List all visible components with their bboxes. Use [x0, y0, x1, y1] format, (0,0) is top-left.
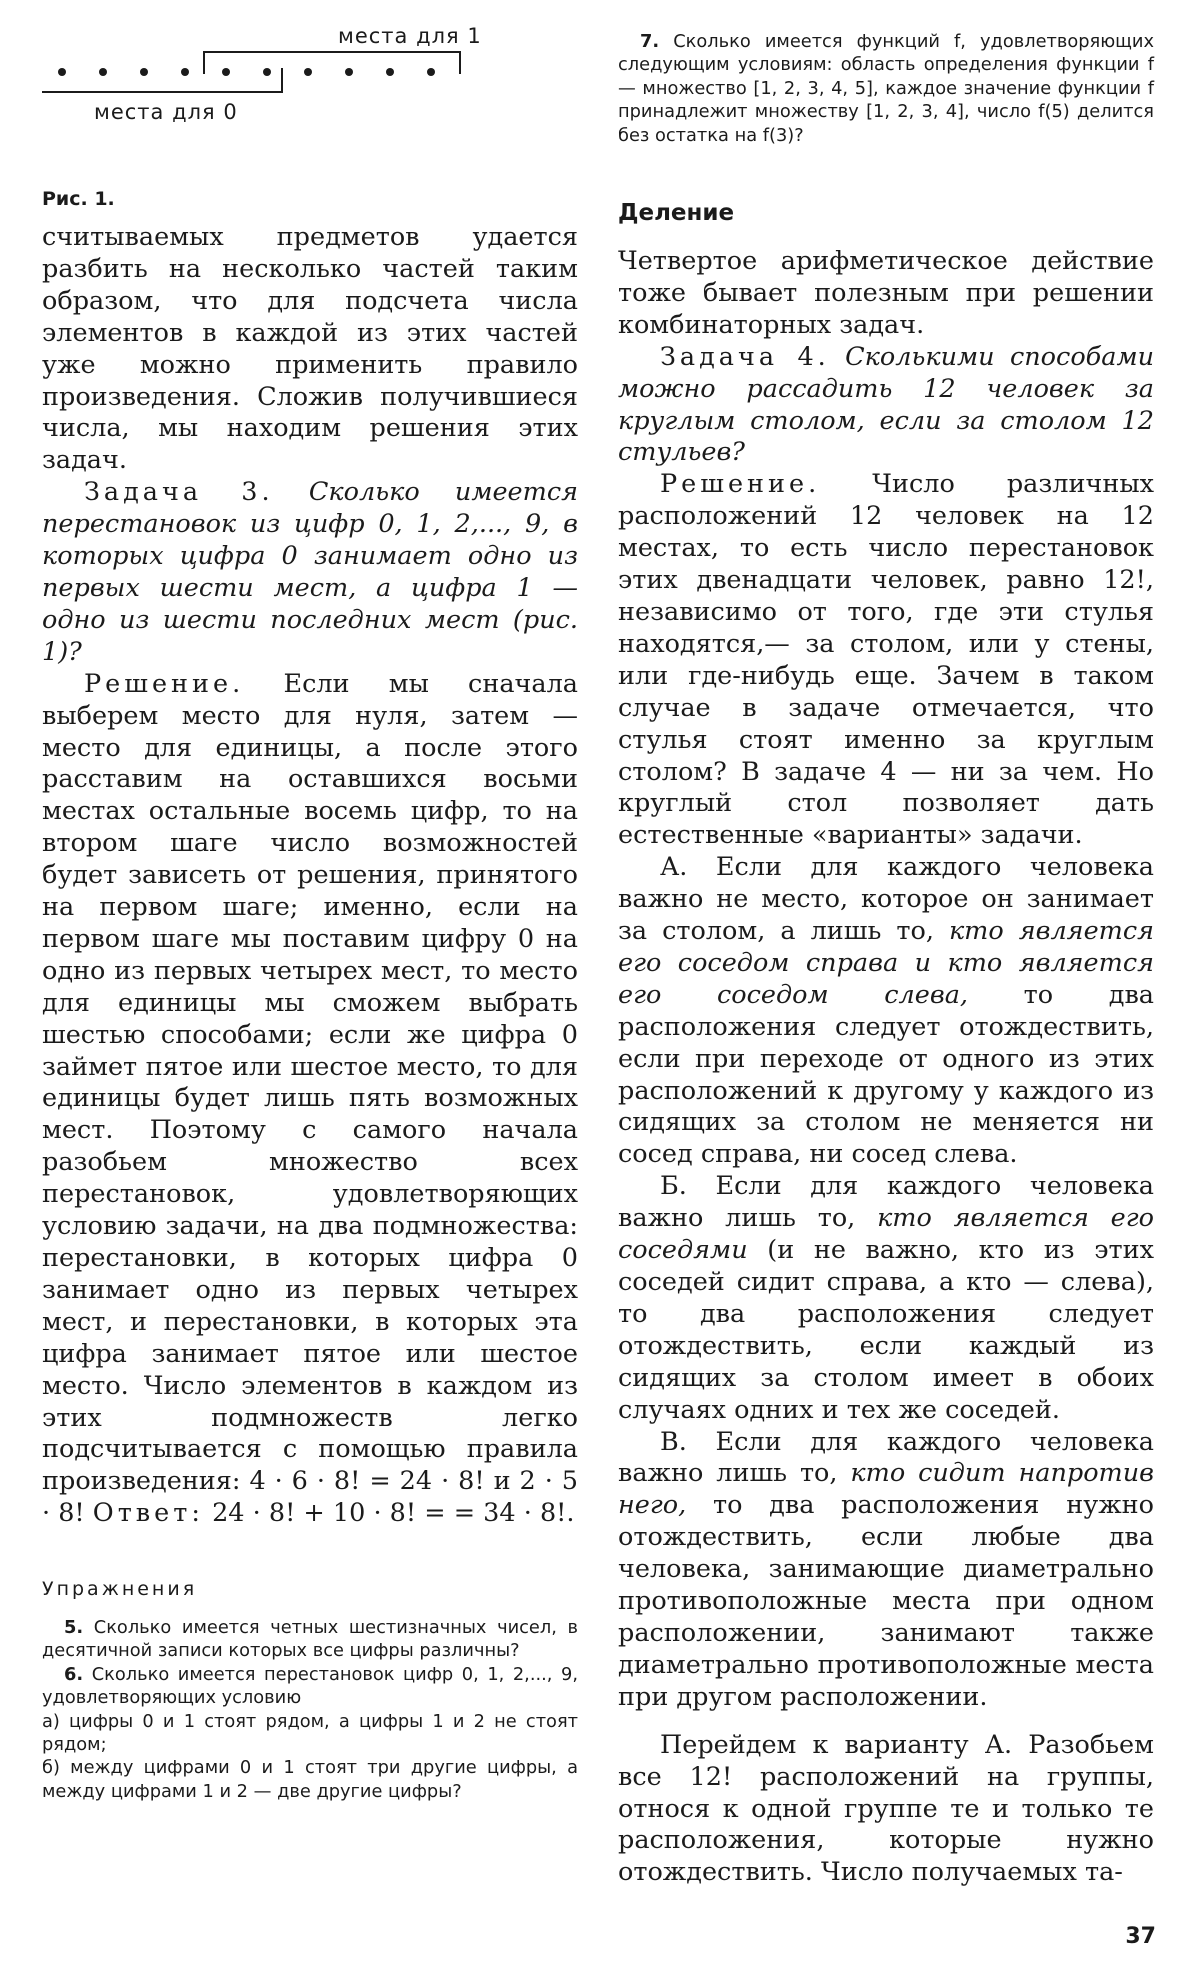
position-dot — [140, 68, 148, 76]
variant-b-start: Б. Если для каждого человека важно лишь то, — [618, 1171, 1154, 1234]
right-body — [618, 246, 1154, 1889]
task-3-label: Задача 3. — [84, 477, 274, 508]
exercise-5-text: Сколько имеется четных шестизначных чисел, в десятичной записи которых все цифры различны? — [42, 1617, 578, 1662]
right-last-paragraph: Перейдем к варианту А. Разобьем все 12! расположений на группы, относя к одной группе те и только те расположения, которые нужно отождествить. Число получаемых та- — [618, 1729, 1154, 1888]
position-dot — [263, 68, 271, 76]
solution-4-text: Число различных расположений 12 человек на 12 местах, то есть число перестановок этих двенадцати человек, равно 12!, независимо от того, где эти стулья находятся,— за столом, или у стены, или где-нибудь еще. Зачем в таком случае в задаче отмечается, что стулья стоят именно за круглым столом? В задаче 4 — ни за чем. Но круглый стол позволяет дать естественные «варианты» задачи. — [618, 469, 1155, 851]
exercise-7 — [618, 30, 1154, 147]
task-4-label: Задача 4. — [660, 341, 830, 372]
answer-label: Ответ: — [92, 1498, 204, 1529]
label-places-for-1: места для 1 — [338, 24, 482, 48]
exercise-6 — [42, 1663, 578, 1710]
exercise-5-number: 5. — [64, 1617, 84, 1638]
position-dot — [427, 68, 435, 76]
variant-a — [618, 852, 1154, 1171]
bracket-bottom — [42, 68, 282, 92]
position-dot — [58, 68, 66, 76]
variant-v-italic: кто сидит напротив него, — [618, 1458, 1154, 1521]
exercise-5 — [42, 1616, 578, 1663]
position-dots — [58, 68, 435, 76]
label-places-for-0: места для 0 — [94, 100, 238, 124]
answer-text: 24 · 8! + 10 · 8! = = 34 · 8!. — [212, 1498, 575, 1529]
task-3 — [42, 477, 578, 668]
left-body — [42, 222, 578, 1530]
figure-caption: Рис. 1. — [42, 188, 115, 210]
variant-a-end: то два расположения следует отождествить, если при переходе от одного из этих расположений к другому у каждого из сидящих за столом не меняется ни сосед справа, ни сосед слева. — [618, 979, 1155, 1170]
position-dot — [386, 68, 394, 76]
figure-1 — [42, 24, 582, 158]
exercise-6-b: б) между цифрами 0 и 1 стоят три другие цифры, а между цифрами 1 и 2 — две другие цифры? — [42, 1757, 578, 1802]
solution-4 — [618, 469, 1154, 852]
position-dot — [345, 68, 353, 76]
exercise-6-text: Сколько имеется перестановок цифр 0, 1, 2,..., 9, удовлетворяющих условию — [42, 1663, 578, 1709]
solution-3-label: Решение. — [84, 668, 245, 699]
exercise-7-number: 7. — [640, 31, 660, 52]
exercise-6-a: а) цифры 0 и 1 стоят рядом, а цифры 1 и 2 не стоят рядом; — [42, 1710, 578, 1756]
variant-v — [618, 1427, 1154, 1714]
section-title-division: Деление — [618, 200, 735, 226]
variant-a-start: А. Если для каждого человека важно не место, которое он занимает за столом, а лишь то, — [618, 852, 1154, 947]
bracket-top — [204, 52, 460, 74]
task-4 — [618, 342, 1154, 470]
variant-a-italic: кто является его соседом справа и кто является его соседом слева, — [618, 916, 1155, 1010]
position-dot — [304, 68, 312, 76]
position-dot — [99, 68, 107, 76]
exercise-7-block — [618, 30, 1154, 147]
variant-b-end: (и не важно, кто из этих соседей сидит справа, а кто — слева), то два расположения следует отождествить, если каждый из сидящих за столом имеет в обоих случаях одних и тех же соседей. — [618, 1235, 1154, 1425]
solution-3 — [42, 669, 578, 1530]
solution-4-label: Решение. — [660, 469, 821, 500]
page-number: 37 — [1125, 1924, 1156, 1949]
exercises-block — [42, 1616, 578, 1803]
exercise-6-number: 6. — [64, 1663, 84, 1685]
variant-b — [618, 1171, 1154, 1426]
left-paragraph-1: считываемых предметов удается разбить на несколько частей таким образом, что для подсчета числа элементов в каждой из этих частей уже можно применить правило произведения. Сложив получившиеся числа, мы находим решения этих задач. — [42, 222, 578, 476]
exercises-heading: Упражнения — [42, 1578, 198, 1600]
exercise-7-text: Сколько имеется функций f, удовлетворяющих следующим условиям: область определения функции f — множество [1, 2, 3, 4, 5], каждое значение функции f принадлежит множеству [1, 2, 3, 4], число f(5) делится без остатка на f(3)? — [618, 31, 1155, 146]
position-dot — [181, 68, 189, 76]
position-dot — [222, 68, 230, 76]
variant-v-end: то два расположения нужно отождествить, если любые два человека, занимающие диаметрально противоположные места при одном расположении, занимают также диаметрально противоположные места при другом расположении. — [618, 1490, 1154, 1712]
variant-b-italic: кто является его соседями — [618, 1203, 1154, 1266]
solution-3-text: Если мы сначала выберем место для нуля, затем — место для единицы, а после этого расставим на оставшихся восьми местах остальные восемь цифр, то на втором шаге число возможностей будет зависеть от решения, принятого на первом шаге; именно, если на первом шаге мы поставим цифру 0 на одно из первых четырех мест, то место для единицы мы сможем выбрать шестью способами; если же цифра 0 займет пятое или шестое место, то для единицы будет лишь пять возможных мест. Поэтому с самого начала разобьем множество всех перестановок, удовлетворяющих условию задачи, на два подмножества: перестановки, в которых цифра 0 занимает одно из первых четырех мест, и перестановки, в которых эта цифра занимает пятое или шестое место. Число элементов в каждом из этих подмножеств легко подсчитывается с помощью правила произведения: 4 · 6 · 8! = 24 · 8! и 2 · 5 · 8! — [42, 668, 578, 1529]
task-3-text: Сколько имеется перестановок из цифр 0, 1, 2,..., 9, в которых цифра 0 занимает одно из первых шести мест, а цифра 1 — одно из шести последних мест (рис. 1)? — [42, 477, 578, 667]
figure-diagram — [42, 28, 582, 158]
right-paragraph-1: Четвертое арифметическое действие тоже бывает полезным при решении комбинаторных задач. — [618, 246, 1154, 340]
variant-v-start: В. Если для каждого человека важно лишь то, — [618, 1426, 1154, 1489]
task-4-text: Сколькими способами можно рассадить 12 человек за круглым столом, если за столом 12 стульев? — [618, 341, 1155, 468]
